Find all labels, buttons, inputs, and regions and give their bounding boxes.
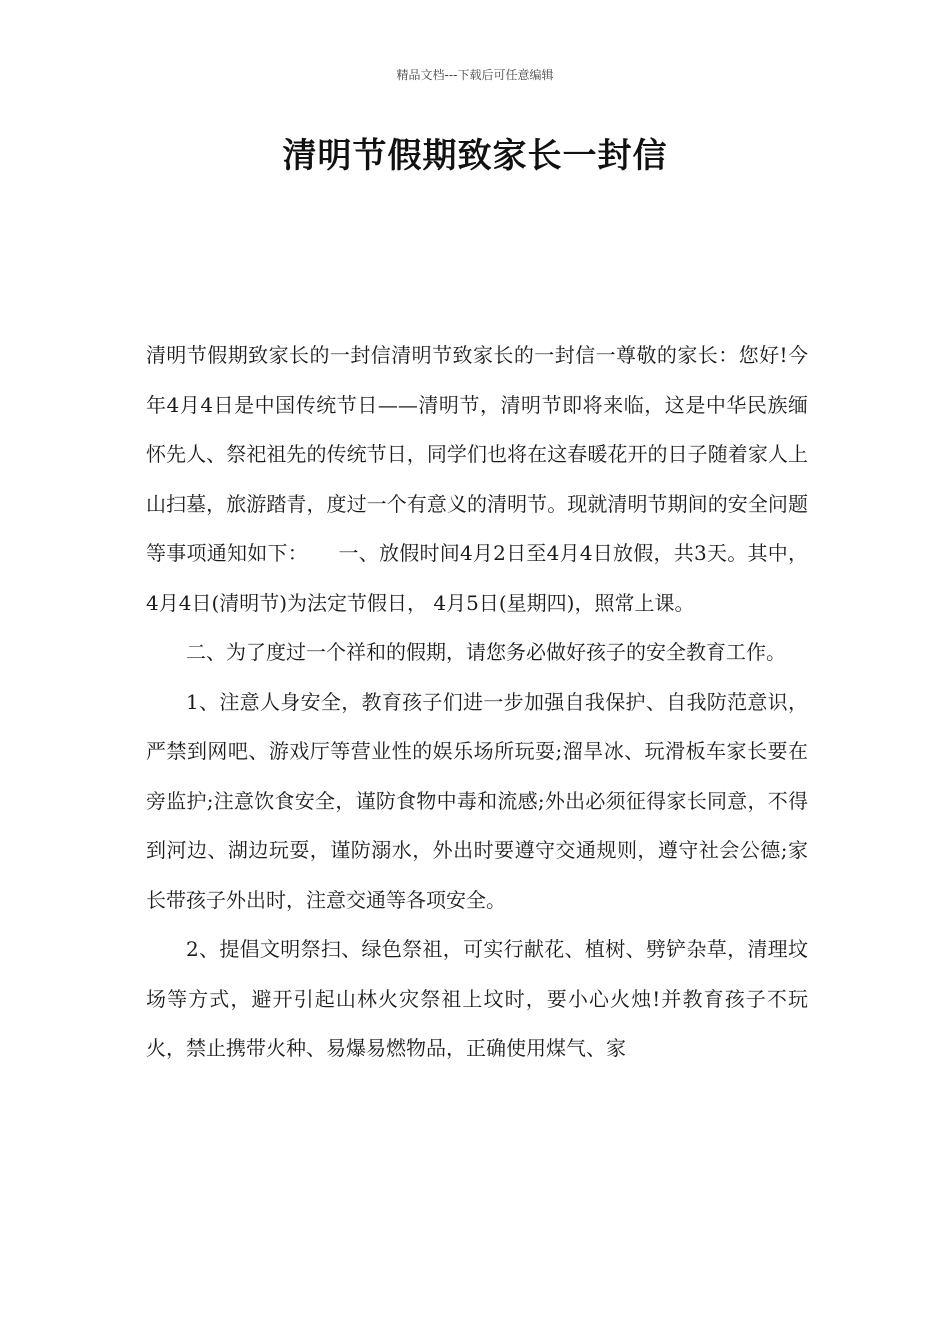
paragraph-intro: 清明节假期致家长的一封信清明节致家长的一封信一尊敬的家长：您好!今年4月4日是中国传统节日——清明节，清明节即将来临，这是中华民族缅怀先人、祭祀祖先的传统节日，同学们也将在这春暖花开的日子随着家人上山扫墓，旅游踏青，度过一个有意义的清明节。现就清明节期间的安全问题等事项通知如下： 一、放假时间4月2日至4月4日放假，共3天。其中，4月4日(清明节)为法定节假日， 4月5日(星期四)，照常上课。 bbox=[146, 343, 808, 615]
paragraph-section-two: 二、为了度过一个祥和的假期，请您务必做好孩子的安全教育工作。 bbox=[186, 640, 786, 664]
header-note: 精品文档---下载后可任意编辑 bbox=[396, 68, 554, 82]
paragraph-safety-item-2: 2、提倡文明祭扫、绿色祭祖，可实行献花、植树、劈铲杂草，清理坟场等方式，避开引起山林火灾祭祖上坟时，要小心火烛!并教育孩子不玩火，禁止携带火种、易爆易燃物品，正确使用煤气、家 bbox=[146, 937, 808, 1060]
document-title: 清明节假期致家长一封信 bbox=[282, 136, 668, 176]
document-body bbox=[146, 331, 808, 1074]
paragraph-safety-item-1: 1、注意人身安全，教育孩子们进一步加强自我保护、自我防范意识，严禁到网吧、游戏厅等营业性的娱乐场所玩耍;溜旱冰、玩滑板车家长要在旁监护;注意饮食安全，谨防食物中毒和流感;外出必须征得家长同意，不得到河边、湖边玩耍，谨防溺水，外出时要遵守交通规则，遵守社会公德;家长带孩子外出时，注意交通等各项安全。 bbox=[146, 689, 808, 912]
